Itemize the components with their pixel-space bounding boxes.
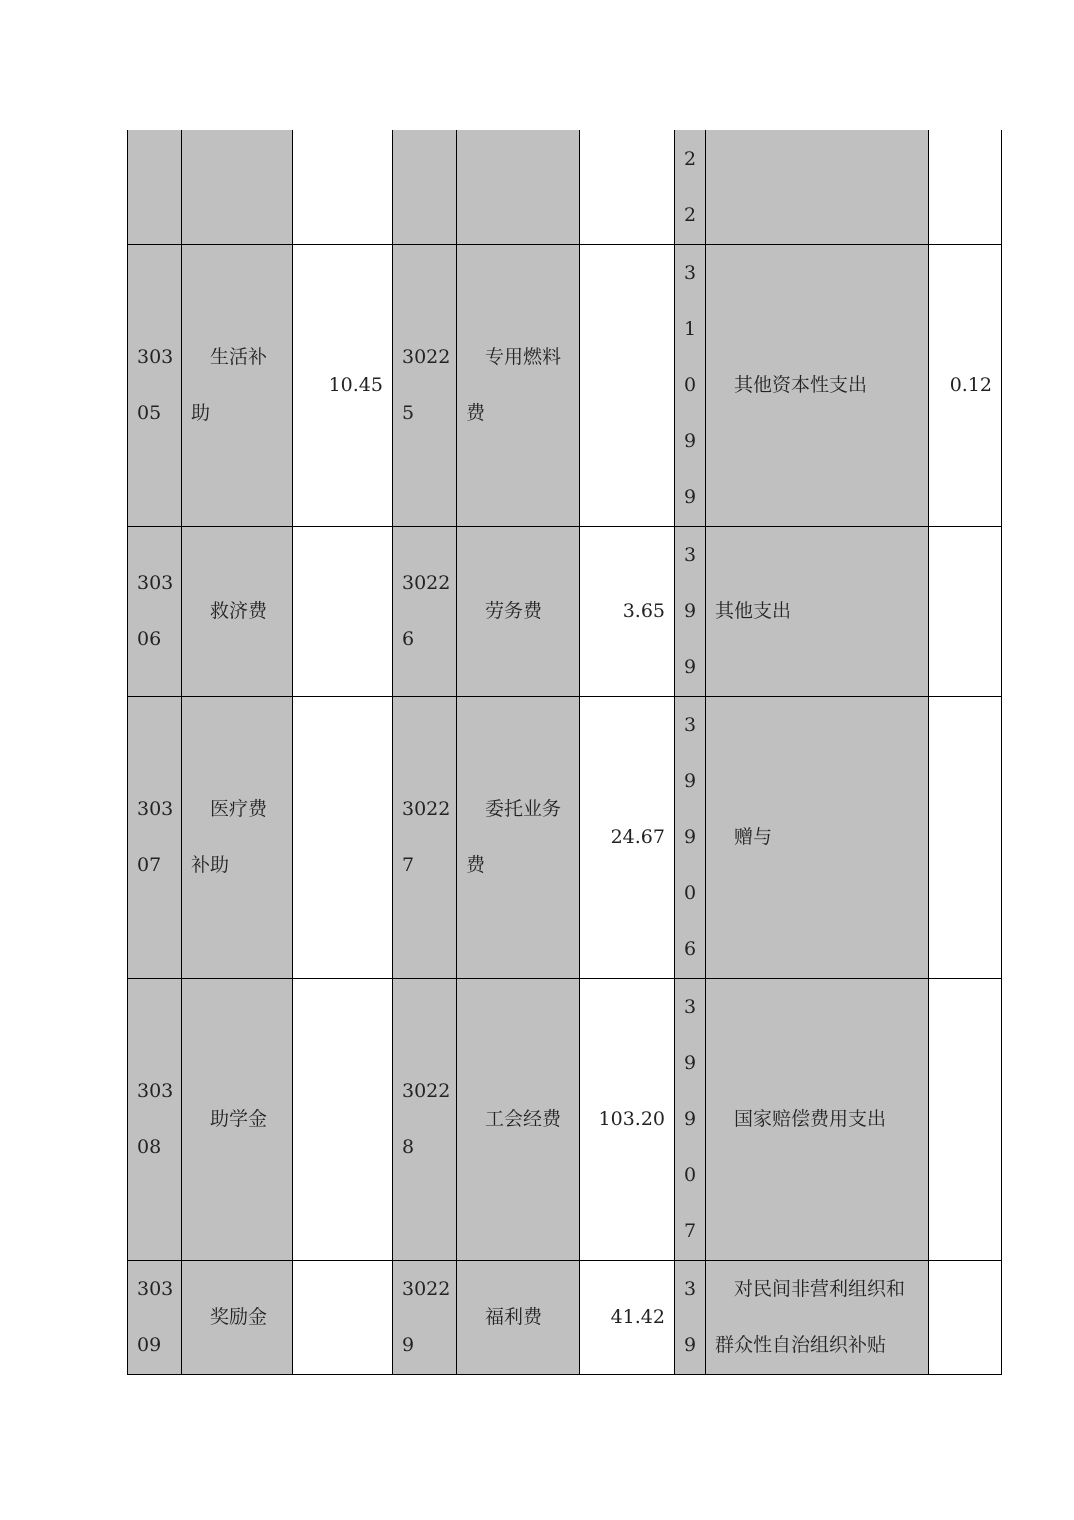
amount-cell: 103.20 (580, 978, 675, 1260)
code-text: 09 (137, 1334, 162, 1356)
item-name-cell (182, 244, 293, 526)
amount-cell (929, 1260, 1002, 1374)
code-cell (675, 1260, 706, 1374)
code-text: 9 (402, 1334, 415, 1356)
amount-cell (580, 244, 675, 526)
code-cell (128, 244, 182, 526)
item-name-text: 生活补 (210, 346, 268, 368)
code-digit: 9 (683, 600, 697, 622)
amount-cell (293, 526, 393, 696)
code-text: 5 (402, 402, 415, 424)
amount-cell (929, 696, 1002, 978)
table-row (128, 696, 1002, 978)
item-name-text: 医疗费 (210, 798, 268, 820)
item-name-text: 劳务费 (485, 600, 543, 622)
amount-cell (929, 130, 1002, 244)
item-name-text: 对民间非营利组织和 (734, 1278, 906, 1300)
item-name-cell (182, 978, 293, 1260)
code-cell (675, 696, 706, 978)
code-text: 3022 (402, 572, 451, 594)
item-name-text: 补助 (191, 854, 230, 876)
code-cell (675, 244, 706, 526)
item-name-cell (457, 696, 580, 978)
item-name-text: 其他支出 (715, 600, 792, 622)
code-cell (393, 978, 457, 1260)
code-text: 303 (137, 346, 174, 368)
amount-cell: 3.65 (580, 526, 675, 696)
code-cell (675, 978, 706, 1260)
code-digit: 9 (683, 1052, 697, 1074)
code-digit: 9 (683, 1334, 697, 1356)
amount-cell: 24.67 (580, 696, 675, 978)
code-cell (393, 244, 457, 526)
code-text: 8 (402, 1136, 415, 1158)
code-cell (128, 130, 182, 244)
code-digit: 9 (683, 770, 697, 792)
code-cell (128, 1260, 182, 1374)
item-name-cell (706, 130, 929, 244)
code-digit: 2 (683, 147, 697, 170)
item-name-cell (706, 526, 929, 696)
code-cell (393, 526, 457, 696)
code-cell (393, 130, 457, 244)
code-text: 303 (137, 1080, 174, 1102)
item-name-cell (706, 978, 929, 1260)
code-digit: 6 (683, 938, 697, 960)
amount-cell (293, 978, 393, 1260)
code-text: 303 (137, 572, 174, 594)
code-digit: 3 (683, 996, 697, 1018)
code-text: 3022 (402, 346, 451, 368)
table-row (128, 1260, 1002, 1374)
item-name-cell (457, 978, 580, 1260)
expenditure-table (127, 130, 1002, 1375)
item-name-text: 国家赔偿费用支出 (734, 1108, 887, 1130)
code-digit: 0 (683, 374, 697, 396)
amount-cell (929, 526, 1002, 696)
code-digit: 3 (683, 544, 697, 566)
code-cell (675, 130, 706, 244)
item-name-text: 救济费 (210, 600, 268, 622)
code-digit: 0 (683, 882, 697, 904)
item-name-text: 委托业务 (485, 798, 562, 820)
code-cell (393, 1260, 457, 1374)
amount-cell (929, 978, 1002, 1260)
code-text: 3022 (402, 1080, 451, 1102)
item-name-text: 福利费 (485, 1306, 543, 1328)
item-name-text: 群众性自治组织补贴 (715, 1334, 887, 1356)
code-digit: 2 (683, 203, 697, 226)
amount-cell (293, 1260, 393, 1374)
code-digit: 9 (683, 656, 697, 678)
code-text: 07 (137, 854, 162, 876)
code-cell (128, 978, 182, 1260)
code-text: 7 (402, 854, 415, 876)
amount-cell: 10.45 (293, 244, 393, 526)
code-text: 303 (137, 798, 174, 820)
item-name-cell (706, 696, 929, 978)
code-digit: 3 (683, 1278, 697, 1300)
item-name-cell (457, 526, 580, 696)
item-name-text: 其他资本性支出 (734, 374, 868, 396)
code-digit: 0 (683, 1164, 697, 1186)
code-digit: 9 (683, 1108, 697, 1130)
table-row (128, 526, 1002, 696)
code-text: 6 (402, 628, 415, 650)
item-name-text: 专用燃料 (485, 346, 562, 368)
code-digit: 9 (683, 826, 697, 848)
item-name-text: 奖励金 (210, 1306, 268, 1328)
amount-cell: 0.12 (929, 244, 1002, 526)
item-name-cell (457, 1260, 580, 1374)
item-name-cell (706, 244, 929, 526)
item-name-cell (182, 696, 293, 978)
code-text: 3022 (402, 1278, 451, 1300)
item-name-cell (182, 130, 293, 244)
item-name-cell (457, 244, 580, 526)
item-name-text: 工会经费 (485, 1108, 562, 1130)
item-name-cell (182, 1260, 293, 1374)
item-name-text: 费 (466, 402, 486, 424)
code-digit: 3 (683, 262, 697, 284)
item-name-text: 赠与 (734, 826, 773, 848)
code-cell (675, 526, 706, 696)
item-name-text: 助 (191, 402, 211, 424)
amount-cell (580, 130, 675, 244)
item-name-cell (706, 1260, 929, 1374)
code-digit: 9 (683, 430, 697, 452)
item-name-text: 费 (466, 854, 486, 876)
code-digit: 9 (683, 486, 697, 508)
code-text: 3022 (402, 798, 451, 820)
table-row (128, 130, 1002, 244)
code-text: 303 (137, 1278, 174, 1300)
item-name-cell (182, 526, 293, 696)
amount-cell (293, 130, 393, 244)
code-cell (128, 526, 182, 696)
code-digit: 7 (683, 1220, 697, 1242)
code-text: 08 (137, 1136, 162, 1158)
code-text: 06 (137, 628, 162, 650)
code-digit: 3 (683, 714, 697, 736)
table-row (128, 244, 1002, 526)
table-row (128, 978, 1002, 1260)
item-name-text: 助学金 (210, 1108, 268, 1130)
code-digit: 1 (683, 318, 697, 340)
amount-cell (293, 696, 393, 978)
code-cell (128, 696, 182, 978)
code-cell (393, 696, 457, 978)
amount-cell: 41.42 (580, 1260, 675, 1374)
code-text: 05 (137, 402, 162, 424)
item-name-cell (457, 130, 580, 244)
